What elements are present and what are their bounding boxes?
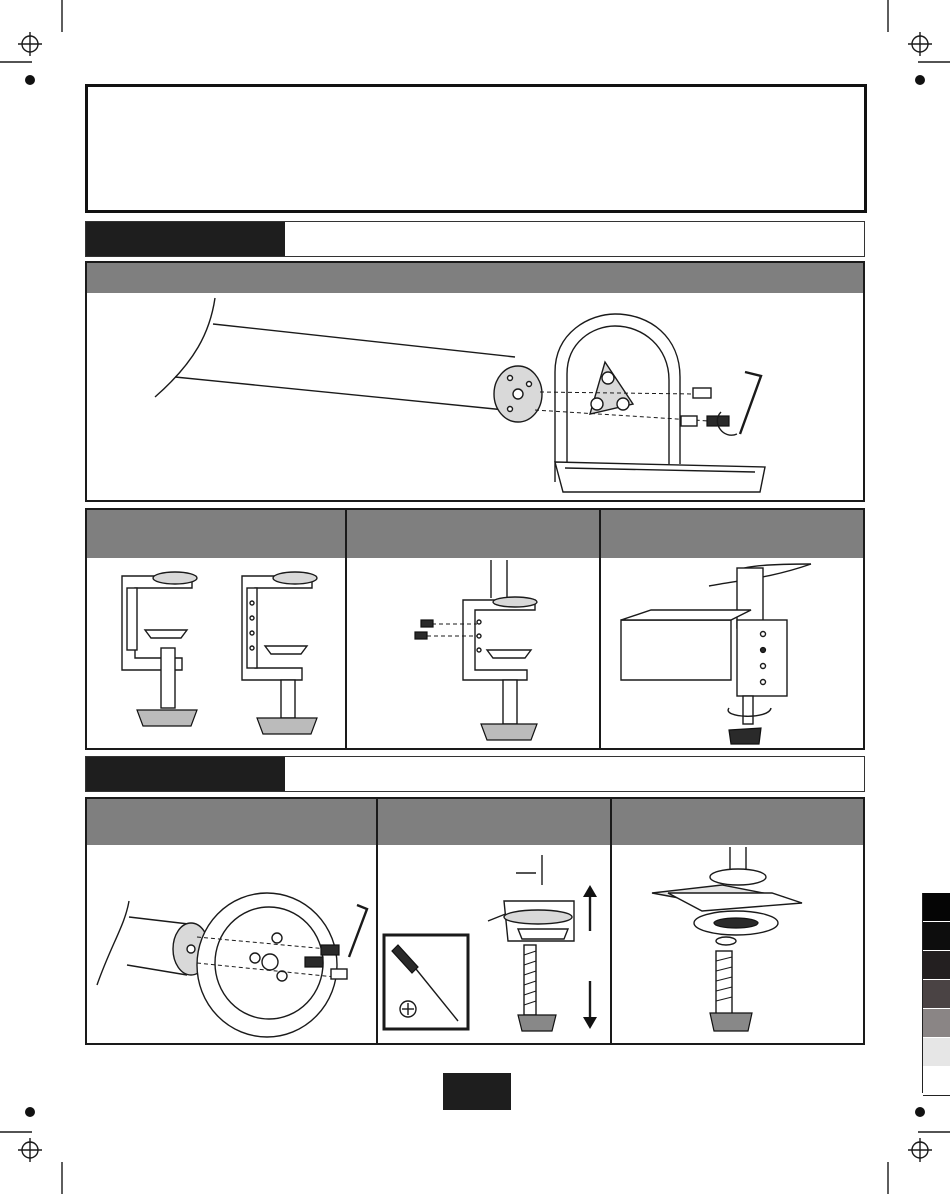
- step-f-header: [378, 799, 610, 845]
- step-c-header: [347, 510, 599, 558]
- swatch-7: [923, 1067, 950, 1096]
- grommet-assembly-illustration: [612, 845, 863, 1040]
- step-e-header: [87, 799, 376, 845]
- arm-base-illustration: [87, 845, 376, 1040]
- swatch-4: [923, 980, 950, 1009]
- color-swatch-strip: [922, 893, 950, 1093]
- note-box: [85, 84, 867, 213]
- clamp-desk-illustration: [601, 558, 863, 748]
- page-number-box: [443, 1073, 511, 1110]
- section2-tab: [86, 757, 285, 791]
- swatch-1: [923, 893, 950, 922]
- swatch-3: [923, 951, 950, 980]
- section1-tab: [86, 222, 285, 256]
- step-a-header: [87, 263, 863, 293]
- step-b-header: [87, 510, 345, 558]
- step-g-header: [612, 799, 863, 845]
- swatch-2: [923, 922, 950, 951]
- grommet-screwdriver-illustration: [378, 845, 610, 1040]
- swatch-5: [923, 1009, 950, 1038]
- swatch-6: [923, 1038, 950, 1067]
- step-d-header: [601, 510, 863, 558]
- arrow-up-icon: [583, 885, 597, 931]
- c-clamp-illustration: [87, 558, 345, 748]
- arm-bracket-illustration: [85, 292, 865, 502]
- phillips-screwdriver-icon: [392, 945, 458, 1021]
- arrow-down-icon: [583, 981, 597, 1029]
- clamp-adjust-illustration: [347, 558, 599, 748]
